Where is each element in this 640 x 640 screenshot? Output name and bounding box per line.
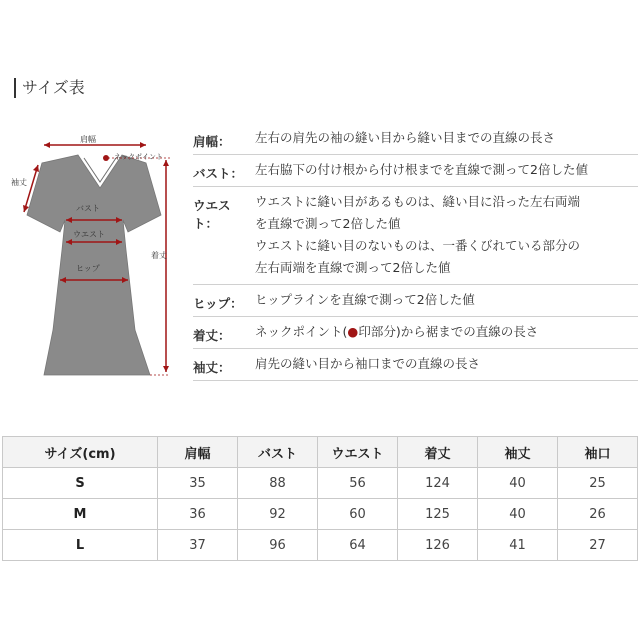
- table-cell: L: [3, 530, 158, 561]
- definition-term: バスト：: [193, 166, 244, 181]
- length-label: 着丈: [151, 251, 167, 260]
- definition-line: ヒップラインを直線で測って2倍した値: [255, 292, 475, 307]
- table-cell: 56: [318, 468, 398, 499]
- table-cell: 40: [478, 468, 558, 499]
- table-cell: 35: [158, 468, 238, 499]
- table-cell: 126: [398, 530, 478, 561]
- column-header: バスト: [238, 437, 318, 468]
- definition-text: [255, 349, 638, 380]
- definition-line: ウエストに縫い目のないものは、一番くびれている部分の: [255, 238, 581, 253]
- definition-row: [193, 285, 638, 317]
- table-row: [3, 530, 638, 561]
- table-cell: 36: [158, 499, 238, 530]
- column-header: 肩幅: [158, 437, 238, 468]
- table-cell: 64: [318, 530, 398, 561]
- definition-text: [255, 317, 638, 348]
- table-cell: 88: [238, 468, 318, 499]
- table-cell: 25: [558, 468, 638, 499]
- definition-line: 肩先の縫い目から袖口までの直線の長さ: [255, 356, 481, 371]
- definition-line: 左右両端を直線で測って2倍した値: [255, 260, 451, 275]
- definition-line: ウエストに縫い目があるものは、縫い目に沿った左右両端: [255, 194, 581, 209]
- definition-text: [255, 155, 638, 186]
- table-cell: 125: [398, 499, 478, 530]
- table-header-row: [3, 437, 638, 468]
- sleeve-label: 袖丈: [11, 178, 27, 187]
- definition-line: ネックポイント(: [255, 324, 348, 339]
- column-header: ウエスト: [318, 437, 398, 468]
- definition-text: [255, 187, 638, 284]
- bust-label: バスト: [76, 204, 100, 213]
- definition-term: 着丈：: [193, 328, 231, 343]
- neck-point-dot-icon: ●: [347, 324, 359, 339]
- shoulder-label: 肩幅: [80, 135, 96, 144]
- column-header: 着丈: [398, 437, 478, 468]
- column-header: サイズ(cm): [3, 437, 158, 468]
- definition-line: 左右脇下の付け根から付け根までを直線で測って2倍した値: [255, 162, 588, 177]
- column-header: 袖口: [558, 437, 638, 468]
- definition-text: [255, 123, 638, 154]
- definition-text: [255, 285, 638, 316]
- waist-label: ウエスト: [73, 230, 105, 239]
- table-cell: 92: [238, 499, 318, 530]
- definition-line: を直線で測って2倍した値: [255, 216, 401, 231]
- table-cell: 27: [558, 530, 638, 561]
- table-cell: S: [3, 468, 158, 499]
- table-row: [3, 499, 638, 530]
- column-header: 袖丈: [478, 437, 558, 468]
- definition-line: 左右の肩先の袖の縫い目から縫い目までの直線の長さ: [255, 130, 556, 145]
- definition-term: ヒップ：: [193, 296, 243, 311]
- table-cell: 96: [238, 530, 318, 561]
- page-title: サイズ表: [14, 78, 85, 98]
- table-row: [3, 468, 638, 499]
- definitions-list: [193, 123, 638, 381]
- table-cell: 40: [478, 499, 558, 530]
- definition-term: 肩幅：: [193, 134, 231, 149]
- table-cell: 41: [478, 530, 558, 561]
- definition-row: [193, 317, 638, 349]
- table-cell: M: [3, 499, 158, 530]
- definition-row: [193, 349, 638, 381]
- hip-label: ヒップ: [76, 264, 100, 273]
- definition-row: [193, 187, 638, 285]
- definition-term: 袖丈：: [193, 360, 231, 375]
- table-cell: 124: [398, 468, 478, 499]
- table-cell: 37: [158, 530, 238, 561]
- definition-line: 印部分)から裾までの直線の長さ: [358, 324, 539, 339]
- definition-row: [193, 123, 638, 155]
- dress-diagram: [0, 120, 190, 390]
- definition-term: ウエスト：: [193, 198, 231, 231]
- table-cell: 26: [558, 499, 638, 530]
- neck-point-label: ネックポイント: [114, 153, 163, 161]
- definition-row: [193, 155, 638, 187]
- size-table: [2, 436, 638, 561]
- table-cell: 60: [318, 499, 398, 530]
